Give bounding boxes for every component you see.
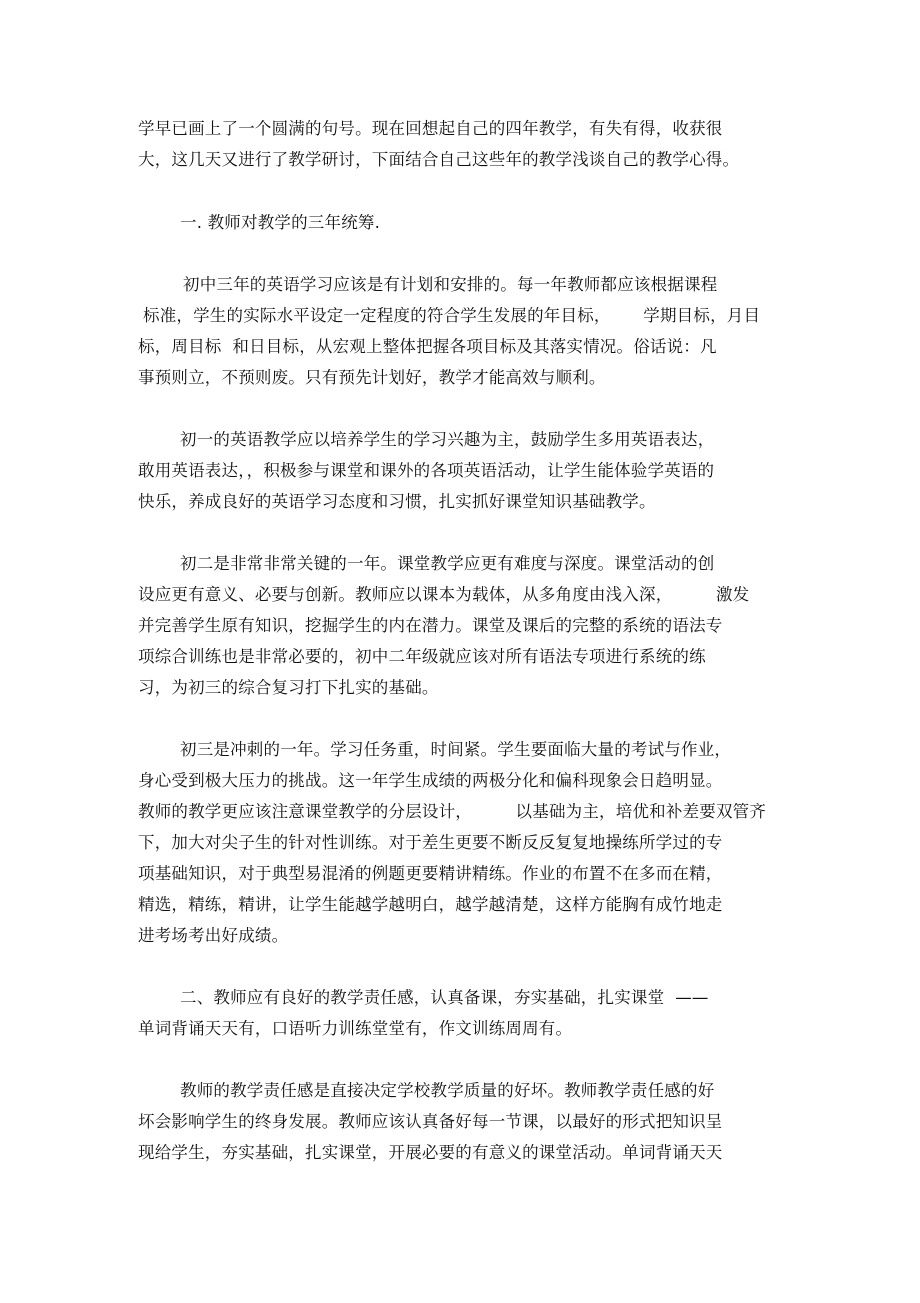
section-heading: 一. 教师对教学的三年统筹. — [180, 213, 381, 232]
text-line: 初中三年的英语学习应该是有计划和安排的。每一年教师都应该根据课程 — [183, 275, 718, 294]
text-line: 进考场考出好成绩。 — [138, 926, 289, 945]
text-line: 现给学生，夯实基础，扎实课堂，开展必要的有意义的课堂活动。单词背诵天天 — [138, 1143, 723, 1162]
text-line: 学早已画上了一个圆满的句号。现在回想起自己的四年教学，有失有得，收获很 — [138, 119, 723, 138]
text-line: 快乐，养成良好的英语学习态度和习惯，扎实抓好课堂知识基础教学。 — [138, 492, 656, 511]
text-line: 身心受到极大压力的挑战。这一年学生成绩的两极分化和偏科现象会日趋明显。 — [138, 771, 723, 790]
text-line: 教师的教学更应该注意课堂教学的分层设计， 以基础为主，培优和补差要双管齐 — [138, 802, 767, 821]
text-line: 项综合训练也是非常必要的，初中二年级就应该对所有语法专项进行系统的练 — [138, 647, 706, 666]
text-line: 事预则立，不预则废。只有预先计划好，教学才能高效与顺利。 — [138, 368, 606, 387]
text-line: 标准，学生的实际水平设定一定程度的符合学生发展的年目标， 学期目标，月目 — [143, 306, 761, 325]
text-line: 大，这几天又进行了教学研讨，下面结合自己这些年的教学浅谈自己的教学心得。 — [138, 150, 740, 169]
section-heading: 单词背诵天天有，口语听力训练堂堂有，作文训练周周有。 — [138, 1019, 573, 1038]
text-line: 教师的教学责任感是直接决定学校教学质量的好坏。教师教学责任感的好 — [180, 1081, 715, 1100]
text-line: 下，加大对尖子生的针对性训练。对于差生更要不断反反复复地操练所学过的专 — [138, 833, 723, 852]
text-line: 敢用英语表达，，积极参与课堂和课外的各项英语活动，让学生能体验学英语的 — [138, 461, 715, 480]
text-line: 初一的英语教学应以培养学生的学习兴趣为主，鼓励学生多用英语表达， — [180, 430, 715, 449]
text-line: 初二是非常非常关键的一年。课堂教学应更有难度与深度。课堂活动的创 — [180, 554, 715, 573]
text-line: 坏会影响学生的终身发展。教师应该认真备好每一节课，以最好的形式把知识呈 — [138, 1112, 723, 1131]
text-line: 并完善学生原有知识，挖掘学生的内在潜力。课堂及课后的完整的系统的语法专 — [138, 616, 723, 635]
text-line: 项基础知识，对于典型易混淆的例题更要精讲精练。作业的布置不在多而在精， — [138, 864, 723, 883]
text-line: 习，为初三的综合复习打下扎实的基础。 — [138, 678, 439, 697]
text-line: 初三是冲刺的一年。学习任务重，时间紧。学生要面临大量的考试与作业， — [180, 740, 732, 759]
section-heading: 二、教师应有良好的教学责任感，认真备课，夯实基础，扎实课堂 —— — [180, 988, 709, 1007]
text-line: 设应更有意义、必要与创新。教师应以课本为载体，从多角度由浅入深， 激发 — [138, 585, 750, 604]
text-line: 精选，精练，精讲，让学生能越学越明白，越学越清楚，这样方能胸有成竹地走 — [138, 895, 723, 914]
text-line: 标，周目标 和日目标，从宏观上整体把握各项目标及其落实情况。俗话说：凡 — [138, 337, 717, 356]
